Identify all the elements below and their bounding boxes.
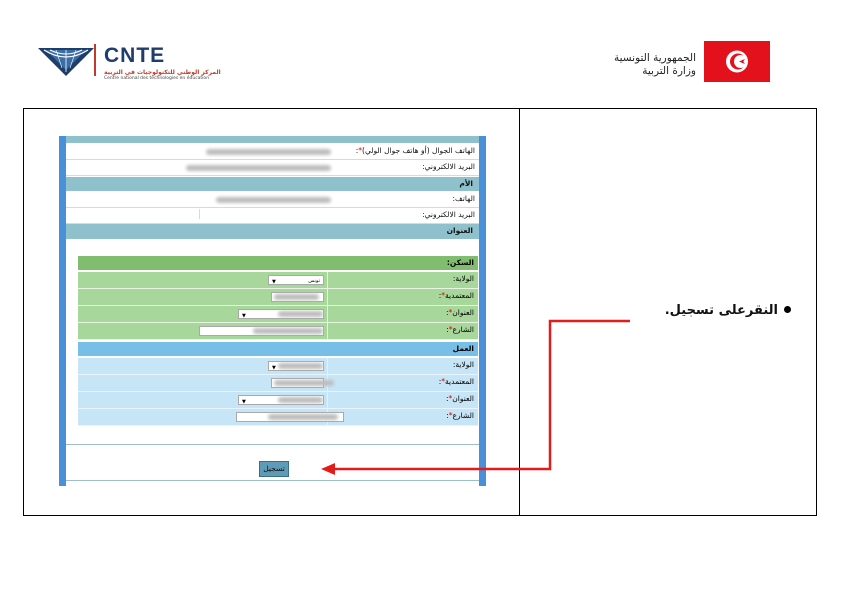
address-label: العنوان*: [446, 308, 474, 317]
address-label-2: العنوان*: [446, 394, 474, 403]
governorate-label-2: الولاية: [452, 360, 474, 369]
phone-row [66, 192, 479, 208]
email-value [186, 165, 331, 171]
address-section-label: العنوان [446, 226, 473, 235]
dropdown-arrow-icon: ▼ [272, 365, 276, 371]
delegation-label: المعتمدية*: [438, 291, 474, 300]
logo-subtitle-ar: المركز الوطني للتكنولوجيات في التربية [104, 69, 221, 76]
email-row-2 [66, 208, 479, 224]
section-strip-top [66, 136, 479, 143]
left-border [59, 136, 66, 486]
delegation-label-2: المعتمدية*: [438, 377, 474, 386]
street-label-2: الشارع*: [446, 411, 474, 420]
governorate-label: الولاية: [452, 274, 474, 283]
email-label: البريد الالكتروني: [422, 162, 475, 171]
ministry-title [600, 52, 696, 78]
tunisia-flag-icon [704, 41, 770, 82]
dropdown-arrow-icon: ▼ [242, 399, 246, 405]
mobile-label: الهاتف الجوال (أو هاتف جوال الولي)*: [355, 146, 475, 155]
email-row [66, 160, 479, 176]
separator-bottom [66, 480, 479, 481]
mobile-row [66, 144, 479, 160]
governorate-select[interactable]: تونس ▼ [268, 275, 324, 285]
mobile-value [206, 149, 331, 155]
dropdown-arrow-icon: ▼ [272, 279, 276, 285]
register-button[interactable]: تسجيل [259, 461, 289, 477]
street-label: الشارع*: [446, 325, 474, 334]
pointer-arrow [315, 315, 635, 477]
email-value-2[interactable] [199, 209, 332, 219]
bullet-icon [784, 306, 791, 313]
dropdown-arrow-icon: ▼ [242, 313, 246, 319]
logo-name: CNTE [104, 44, 166, 67]
ministry-line-2: وزارة التربية [642, 65, 696, 77]
address-section [66, 224, 479, 239]
residence-label: السكن: [446, 258, 474, 267]
email-label-2: البريد الالكتروني: [422, 210, 475, 219]
ministry-line-1: الجمهورية التونسية [614, 52, 696, 64]
logo-subtitle-en: Centre national des technologies en éducation [104, 76, 210, 81]
cnte-globe-icon [36, 40, 98, 80]
phone-value [216, 197, 331, 203]
residence-header [78, 256, 478, 270]
street-value [253, 328, 323, 334]
mother-section-label: الأم [459, 179, 473, 188]
delegation-value [274, 294, 319, 300]
phone-label: الهاتف: [452, 194, 475, 203]
work-label: العمل [452, 344, 474, 353]
residence-delegation-row [78, 289, 478, 306]
mother-section [66, 177, 479, 191]
residence-governorate-row [78, 272, 478, 289]
instruction-text: النقرعلى تسجيل. [664, 303, 778, 318]
